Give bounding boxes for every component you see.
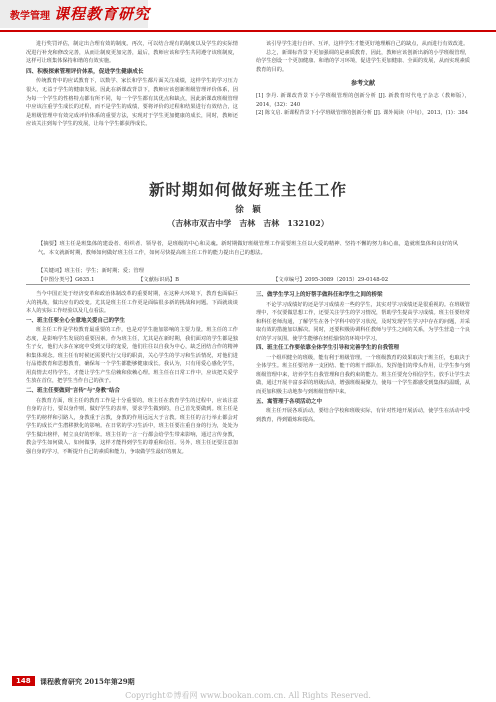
paragraph: 班主任工作是学校教育最重要的工作，也是对学生施加影响的主要力量。班主任的工作态度，是影响学生发展的重要因素。作为班主任，尤其是在新时期，我们面对的学生都是独生子女，他们大多在家庭中受到父母的宠爱，他们往往以自我为中心，缺乏团结合作的精神和集体观念。班主任有时候还需要代行父母的职责，关心学生的学习和生活情况，对他们进行品德教育和思想教育，确保每一个学生都能够健康成长。我认为，只有用爱心感化学生，用真情去对待学生，才能让学生产生信赖和依赖心理。班主任在日常工作中，应该把关爱学生放在首位，把学生当作自己的孩子。	[26, 327, 238, 385]
article-body-left-column	[26, 290, 238, 456]
clc-number: 【中图分类号】G635.1	[38, 277, 95, 283]
page-number: 148	[12, 676, 35, 686]
reference-item: [2] 陈文启. 新课程背景下小学班级管理的创新分析 [J]. 课外阅读（中旬），2013，(1)：384	[256, 110, 469, 117]
paragraph: 班主任开展各项活动，要结合学校和班级实际，有针对性地开展活动，使学生在活动中受到教育，得到锻炼和提高。	[256, 408, 470, 423]
header-section-title: 课程教育研究	[54, 5, 151, 23]
article-number: 【文章编号】2095-3089（2015）29-0148-02	[273, 277, 389, 283]
paragraph: 一个组织健全的班级，能有利于班级管理。一个班级教育的效果取决于班主任，也取决于全体学生。班主任要培养一支团结、能干的班干部队伍，发挥他们的带头作用，让学生参与到班级管理中来，培养学生自我管理和自我约束的能力。班主任要充分相信学生，放手让学生去做，通过开展丰富多彩的班级活动，增强班级凝聚力，使每一个学生都感受到集体的温暖，从而更加积极主动地参与到班级管理中来。	[256, 354, 470, 396]
article-body-right-column	[256, 290, 470, 424]
abstract: 【摘要】班主任是班集体的建设者、组织者、领导者，是班级的中心和灵魂。新时期做好班级管理工作需要班主任以大爱的精神、坚持不懈的努力和心血，造就班集体和良好的风气。本文就新时期，教师如何做好班主任工作，如何尽快提高班主任工作的能力提出自己的想法。	[38, 241, 458, 256]
paragraph: 不论学习成绩好的还是学习成绩差一些的学生，其实对学习成绩还是很重视的。在班级管理中，不仅要做思想工作，还要关注学生的学习情况，帮助学生提高学习成绩。班主任要经常和科任老师沟通，了解学生在各个学科中的学习状况，及时发现学生学习中存在的问题，并采取有效的措施加以解决。同时，还要积极协调科任教师与学生之间的关系，为学生营造一个良好的学习氛围，使学生能够在轻松愉快的环境中学习。	[256, 301, 470, 342]
reference-item: [1] 李丹. 新课改背景下小学班级管理的创新分析 [J]. 新教育时代电子杂志（教师版），2014，(32)：240	[256, 92, 470, 108]
paragraph: 进行奖罚评估，制定出合理有效的制度。再次，可以结合现有的制度以及学生的实际情况进行补充和修改完善，从而让制度更加完善，最后，教师应该和学生共同遵守该班制度，这样可让班集体保持和谐的有效实施。	[26, 41, 238, 65]
previous-article-right-column	[256, 40, 470, 118]
article-author: 徐 颖	[235, 205, 261, 215]
header-rule	[0, 30, 496, 32]
paragraph: 该引导学生进行自评、互评，这样学生才能更好地理解自己的缺点，从而进行有效改进。	[266, 41, 469, 47]
page-header	[0, 0, 496, 36]
section-heading: 一、班主任要全心全意地关爱自己的学生	[26, 317, 126, 324]
article-title: 新时期如何做好班主任工作	[148, 181, 347, 199]
section-heading: 四、积极探索管理评价体系，促进学生健康成长	[26, 68, 144, 75]
previous-article-left-column	[26, 40, 238, 129]
section-heading: 四、班主任工作要依靠全体学生引导和完善学生的自我管理	[256, 345, 400, 352]
paragraph: 当今中国正处于经济变革和政治体制改革的重要时期，在这种大环境下，教育也面临巨大的挑战，做出应有的改变。尤其是班主任工作更是面临很多新的挑战和问题。下面就谈谈本人的实际工作经验以及几点看法。	[26, 291, 238, 315]
paragraph: 在教育方面，班主任的教育工作是十分重要的。班主任在教育学生的过程中，应该注意自身的言行，要以身作则，做好学生的表率，要求学生做到的，自己首先要做到。班主任是学生的榜样和引路人，身教重于言教，身教的作用远远大于言教。班主任的言行举止都会对学生的成长产生潜移默化的影响。在日常的学习生活中，班主任要注重自身的行为，处处为学生做出榜样，树立良好的形象。班主任的一言一行都会给学生带来影响，通过言传身教，教会学生如何做人、如何做事，这样才能得到学生的尊重和信任。另外，班主任还要注意加强自身的学习，不断提升自己的素质和能力，争取做学生最好的朋友。	[26, 397, 238, 455]
keywords: 【关键词】班主任；学生；新时期；爱；管理	[38, 268, 144, 274]
page-footer	[0, 676, 496, 688]
section-heading: 五、寓管理于各项活动之中	[256, 398, 323, 405]
references-title: 参考文献	[350, 80, 375, 88]
paragraph: 总之，新课标背景下更加强调的是素质教育，因此，教师应该创新出新的小学班级管理，给学生创设一个更加健康、和谐的学习环境，促进学生更加健康、全面的发展，从而实现素质教育的目的。	[256, 49, 470, 73]
divider	[26, 284, 470, 285]
journal-issue: 课程教育研究 2015年第29期	[40, 677, 135, 686]
document-code: 【文献标识码】B	[138, 277, 179, 283]
header-tag: 教学管理	[10, 11, 50, 22]
section-heading: 二、班主任要做到"言传"与"身教"结合	[26, 388, 120, 395]
section-heading: 三、做学生学习上的好帮手做科任和学生之间的桥梁	[256, 292, 383, 298]
paragraph: 传统教育中的应试教育下，以数学、家长和学生都片面关注成绩，这样学生的学习压力很大，无益于学生的健康发展。因此在新课改背景下，教师应该创新班级管理评价体系，因为每一个学生的性格特点都有所不同，每一个学生都有其优点和缺点，因此新课改班级管理中应该注重学生成长的过程，而不是学生的成绩，要将评价的过程和结果进行有效结合，这是班级管理中有效完成评价体系的重要方法，实现对于学生更加健康的成长，同时，教师还应该关注到每个学生的发展，让每个学生都获得成长。	[26, 78, 238, 128]
copyright-watermark: Copyright©博看网 www.bookan.com.cn. All Rights Reserved.	[125, 691, 371, 700]
article-affiliation: （吉林市双吉中学 吉林 吉林 132102）	[167, 218, 329, 228]
